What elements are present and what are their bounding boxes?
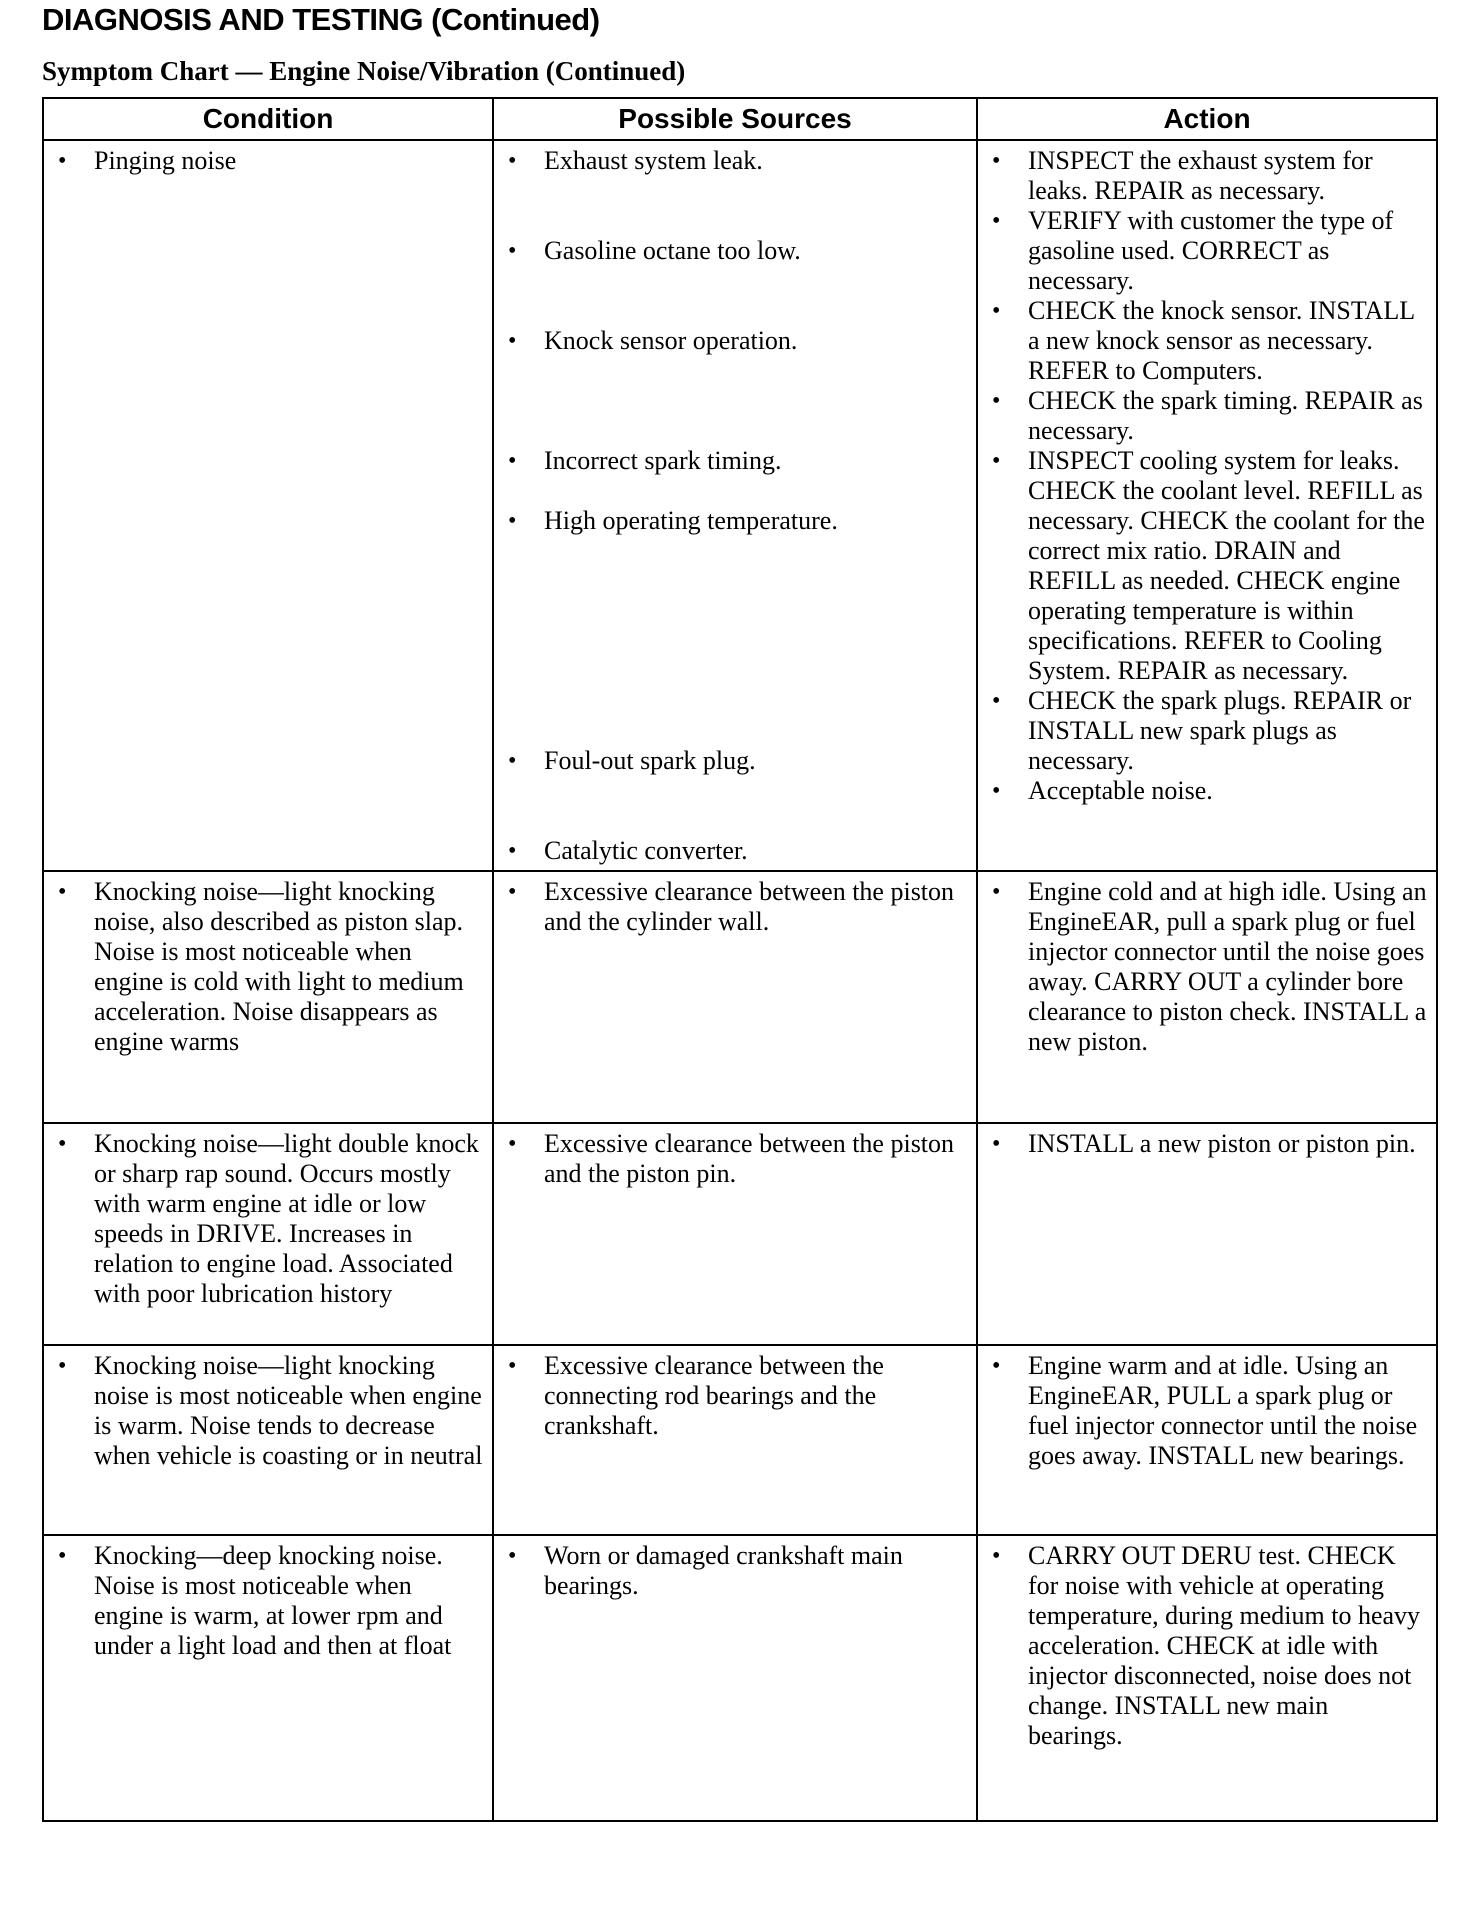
sources-cell: [493, 871, 977, 1123]
condition-item: [50, 1351, 484, 1471]
chart-title: Symptom Chart — Engine Noise/Vibration (Continued): [42, 56, 686, 86]
action-text: CHECK the spark timing. REPAIR as necessary.: [1028, 386, 1423, 445]
source-text: Incorrect spark timing.: [544, 446, 782, 475]
bullet-icon: •: [992, 448, 1001, 474]
action-item: [984, 877, 1428, 1057]
source-text: Catalytic converter.: [544, 836, 748, 865]
sources-cell: [493, 1345, 977, 1535]
action-item: [984, 1541, 1428, 1751]
action-item: [984, 206, 1428, 296]
action-cell: [977, 1345, 1437, 1535]
bullet-icon: •: [992, 208, 1001, 234]
bullet-icon: •: [508, 1353, 517, 1379]
condition-text: Knocking noise—light double knock or sharp rap sound. Occurs mostly with warm engine at idle or low speeds in DRIVE. Increases in relation to engine load. Associated with poor lubrication history: [94, 1129, 479, 1308]
action-item: [984, 1351, 1428, 1471]
bullet-icon: •: [508, 748, 517, 774]
action-text: CHECK the spark plugs. REPAIR or INSTALL new spark plugs as necessary.: [1028, 686, 1412, 775]
action-item: [984, 1129, 1428, 1159]
condition-cell: [43, 1345, 493, 1535]
action-text: Engine warm and at idle. Using an EngineEAR, PULL a spark plug or fuel injector connector until the noise goes away. INSTALL new bearings.: [1028, 1351, 1418, 1470]
source-item: [500, 1129, 968, 1189]
source-text: Foul-out spark plug.: [544, 746, 756, 775]
action-text: Acceptable noise.: [1028, 776, 1213, 805]
condition-cell: [43, 140, 493, 871]
source-text: Excessive clearance between the piston and the cylinder wall.: [544, 877, 955, 936]
column-header-condition: Condition: [43, 98, 493, 140]
action-item: [984, 146, 1428, 206]
condition-item: [50, 877, 484, 1057]
source-item: [500, 1351, 968, 1441]
bullet-icon: •: [992, 1543, 1001, 1569]
bullet-icon: •: [508, 508, 517, 534]
source-item: [500, 236, 968, 266]
bullet-icon: •: [58, 1131, 67, 1157]
action-text: INSTALL a new piston or piston pin.: [1028, 1129, 1416, 1158]
source-item: [500, 836, 968, 866]
source-item: [500, 446, 968, 476]
bullet-icon: •: [508, 1543, 517, 1569]
sources-cell: [493, 1123, 977, 1345]
bullet-icon: •: [992, 148, 1001, 174]
condition-item: [50, 1129, 484, 1309]
bullet-icon: •: [992, 298, 1001, 324]
bullet-icon: •: [508, 448, 517, 474]
source-text: Gasoline octane too low.: [544, 236, 801, 265]
bullet-icon: •: [508, 838, 517, 864]
bullet-icon: •: [58, 879, 67, 905]
column-header-action: Action: [977, 98, 1437, 140]
source-text: Excessive clearance between the connecting rod bearings and the crankshaft.: [544, 1351, 884, 1440]
action-text: CHECK the knock sensor. INSTALL a new knock sensor as necessary. REFER to Computers.: [1028, 296, 1415, 385]
source-text: Knock sensor operation.: [544, 326, 798, 355]
condition-cell: [43, 1535, 493, 1821]
source-item: [500, 506, 968, 536]
bullet-icon: •: [992, 1353, 1001, 1379]
condition-text: Knocking noise—light knocking noise, also described as piston slap. Noise is most noticeable when engine is cold with light to medium acceleration. Noise disappears as engine warms: [94, 877, 464, 1056]
bullet-icon: •: [508, 1131, 517, 1157]
source-item: [500, 877, 968, 937]
action-cell: [977, 1535, 1437, 1821]
condition-item: [50, 1541, 484, 1661]
condition-cell: [43, 871, 493, 1123]
symptom-chart-table: [42, 97, 1438, 1822]
condition-text: Pinging noise: [94, 146, 237, 175]
condition-cell: [43, 1123, 493, 1345]
source-text: Exhaust system leak.: [544, 146, 763, 175]
action-cell: [977, 1123, 1437, 1345]
action-item: [984, 296, 1428, 386]
bullet-icon: •: [992, 778, 1001, 804]
sources-cell: [493, 140, 977, 871]
table-row: [43, 1535, 1437, 1821]
source-text: High operating temperature.: [544, 506, 838, 535]
source-item: [500, 1541, 968, 1601]
bullet-icon: •: [508, 148, 517, 174]
action-text: Engine cold and at high idle. Using an EngineEAR, pull a spark plug or fuel injector connector until the noise goes away. CARRY OUT a cylinder bore clearance to piston check. INSTALL a new piston.: [1028, 877, 1427, 1056]
source-item: [500, 326, 968, 356]
table-row: [43, 140, 1437, 871]
column-header-possible-sources: Possible Sources: [493, 98, 977, 140]
source-item: [500, 146, 968, 176]
source-text: Excessive clearance between the piston and the piston pin.: [544, 1129, 955, 1188]
condition-item: [50, 146, 484, 176]
bullet-icon: •: [508, 238, 517, 264]
sources-cell: [493, 1535, 977, 1821]
action-text: INSPECT the exhaust system for leaks. REPAIR as necessary.: [1028, 146, 1373, 205]
bullet-icon: •: [508, 328, 517, 354]
action-item: [984, 446, 1428, 686]
action-cell: [977, 871, 1437, 1123]
source-item: [500, 746, 968, 776]
table-row: [43, 871, 1437, 1123]
action-item: [984, 686, 1428, 776]
action-text: VERIFY with customer the type of gasoline used. CORRECT as necessary.: [1028, 206, 1394, 295]
action-item: [984, 386, 1428, 446]
bullet-icon: •: [992, 388, 1001, 414]
bullet-icon: •: [992, 688, 1001, 714]
bullet-icon: •: [58, 1543, 67, 1569]
bullet-icon: •: [508, 879, 517, 905]
source-text: Worn or damaged crankshaft main bearings.: [544, 1541, 903, 1600]
action-text: INSPECT cooling system for leaks. CHECK the coolant level. REFILL as necessary. CHECK the coolant for the correct mix ratio. DRAIN and REFILL as needed. CHECK engine operating temperature is within specifications. REFER to Cooling System. REPAIR as necessary.: [1028, 446, 1425, 685]
condition-text: Knocking noise—light knocking noise is most noticeable when engine is warm. Noise tends to decrease when vehicle is coasting or in neutral: [94, 1351, 483, 1470]
bullet-icon: •: [992, 1131, 1001, 1157]
bullet-icon: •: [58, 148, 67, 174]
action-item: [984, 776, 1428, 806]
action-cell: [977, 140, 1437, 871]
action-text: CARRY OUT DERU test. CHECK for noise with vehicle at operating temperature, during medium to heavy acceleration. CHECK at idle with injector disconnected, noise does not change. INSTALL new main bearings.: [1028, 1541, 1421, 1750]
table-row: [43, 1123, 1437, 1345]
section-title: DIAGNOSIS AND TESTING (Continued): [42, 2, 600, 37]
table-header-row: [43, 98, 1437, 140]
bullet-icon: •: [58, 1353, 67, 1379]
table-row: [43, 1345, 1437, 1535]
condition-text: Knocking—deep knocking noise. Noise is most noticeable when engine is warm, at lower rpm and under a light load and then at float: [94, 1541, 452, 1660]
bullet-icon: •: [992, 879, 1001, 905]
